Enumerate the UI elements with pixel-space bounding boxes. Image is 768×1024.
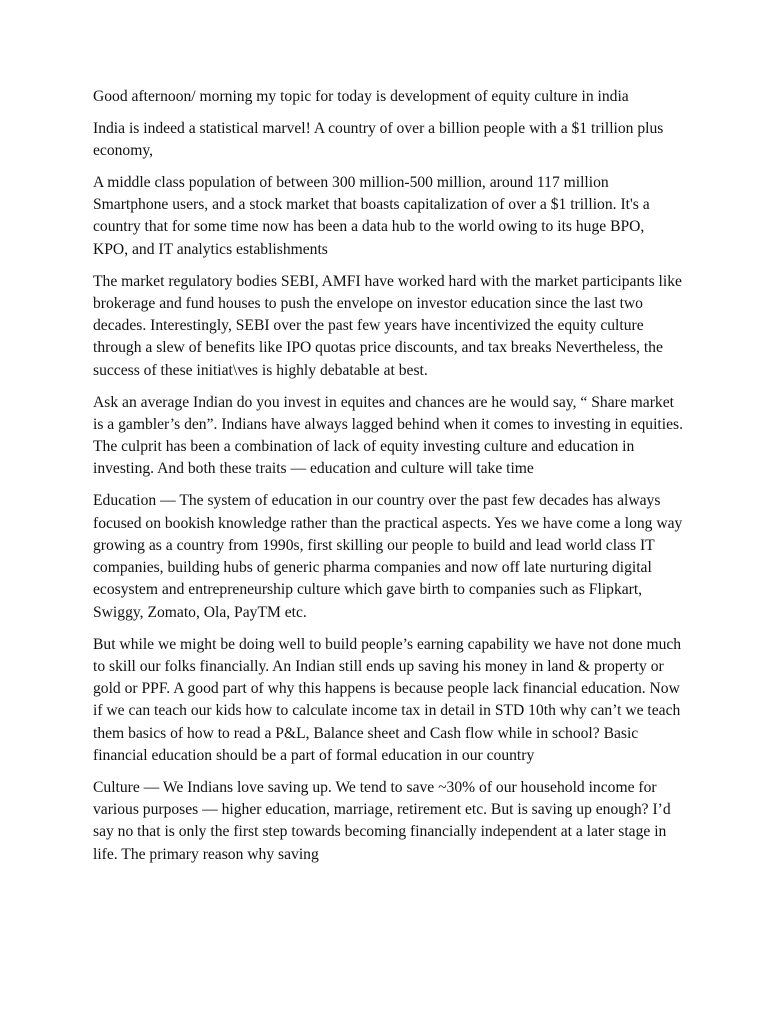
paragraph-gamblers-den: Ask an average Indian do you invest in equites and chances are he would say, “ Share market is a gambler’s den”. Indians have always lagged behind when it comes to investing in equities. The culprit has been a combination of lack of equity investing culture and education in investing. And both these traits — education and culture will take time: [93, 393, 683, 478]
paragraph-culture: Culture — We Indians love saving up. We tend to save ~30% of our household income for various purposes — higher education, marriage, retirement etc. But is saving up enough? I’d say no that is only the first step towards becoming financially independent at a later stage in life. The primary reason why saving: [93, 778, 671, 863]
paragraph-middle-class: A middle class population of between 300 million-500 million, around 117 million Smartphone users, and a stock market that boasts capitalization of over a $1 trillion. It's a country that for some time now has been a data hub to the world owing to its huge BPO, KPO, and IT analytics establishments: [93, 173, 650, 258]
document-body: [93, 86, 683, 876]
paragraph-financial-skills: But while we might be doing well to build people’s earning capability we have not done much to skill our folks financially. An Indian still ends up saving his money in land & property or gold or PPF. A good part of why this happens is because people lack financial education. Now if we can teach our kids how to calculate income tax in detail in STD 10th why can’t we teach them basics of how to read a P&L, Balance sheet and Cash flow while in school? Basic financial education should be a part of formal education in our country: [93, 635, 682, 765]
paragraph-statistical-marvel: India is indeed a statistical marvel! A country of over a billion people with a $1 trillion plus economy,: [93, 119, 664, 160]
paragraph-education: Education — The system of education in our country over the past few decades has always focused on bookish knowledge rather than the practical aspects. Yes we have come a long way growing as a country from 1990s, first skilling our people to build and lead world class IT companies, building hubs of generic pharma companies and now off late nurturing digital ecosystem and entrepreneurship culture which gave birth to companies such as Flipkart, Swiggy, Zomato, Ola, PayTM etc.: [93, 492, 683, 621]
paragraph-intro: Good afternoon/ morning my topic for today is development of equity culture in india: [93, 88, 629, 105]
paragraph-regulatory-bodies: The market regulatory bodies SEBI, AMFI have worked hard with the market participants like brokerage and fund houses to push the envelope on investor education since the last two decades. Interestingly, SEBI over the past few years have incentivized the equity culture through a slew of benefits like IPO quotas price discounts, and tax breaks Nevertheless, the success of these initiat\ves is highly debatable at best.: [93, 272, 682, 379]
